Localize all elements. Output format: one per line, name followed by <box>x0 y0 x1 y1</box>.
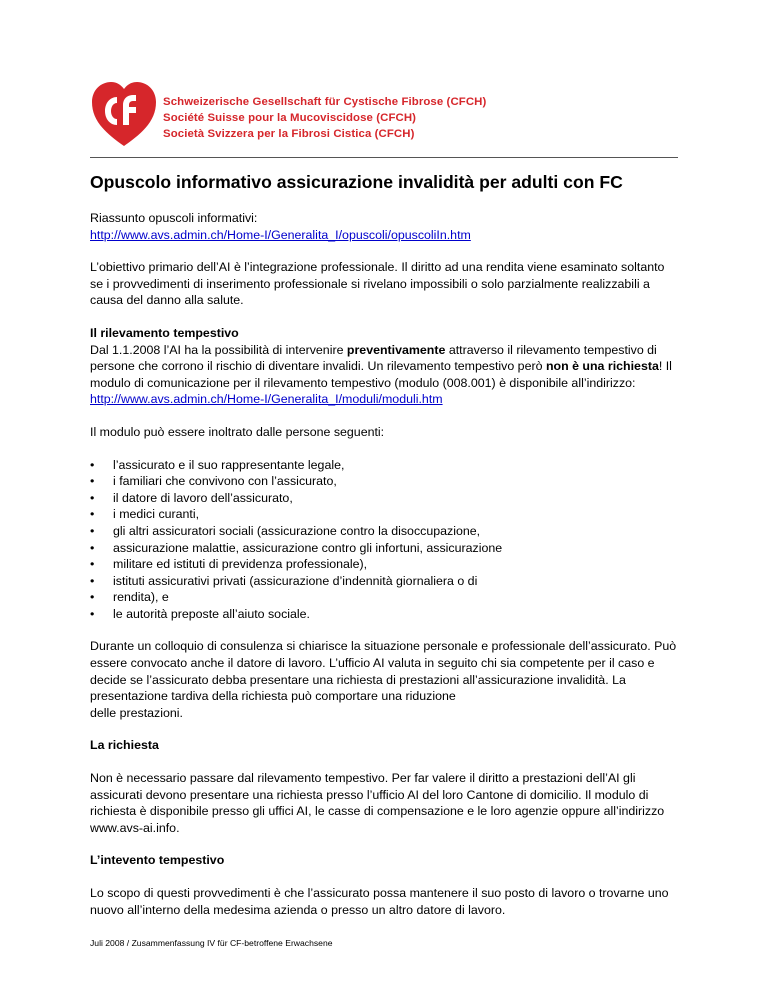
list-item: • i familiari che convivono con l’assicurato, <box>90 473 680 490</box>
persons-list <box>90 457 680 623</box>
summary-label: Riassunto opuscoli informativi: <box>90 211 258 225</box>
org-name-de: Schweizerische Gesellschaft für Cystische Fibrose (CFCH) <box>163 96 487 108</box>
moduli-link[interactable]: http://www.avs.admin.ch/Home-I/Generalita_I/moduli/moduli.htm <box>90 392 443 407</box>
document-body <box>90 171 680 918</box>
letterhead <box>90 80 690 150</box>
section-heading-richiesta: La richiesta <box>90 738 159 753</box>
list-item: • l’assicurato e il suo rappresentante legale, <box>90 457 680 474</box>
document-title: Opuscolo informativo assicurazione invalidità per adulti con FC <box>90 172 623 192</box>
summary-link[interactable]: http://www.avs.admin.ch/Home-I/Generalita_I/opuscoli/opuscoliIn.htm <box>90 227 471 242</box>
org-name-it: Società Svizzera per la Fibrosi Cistica (CFCH) <box>163 128 415 140</box>
section-heading-intervento: L’intevento tempestivo <box>90 853 225 868</box>
list-item: • gli altri assicuratori sociali (assicurazione contro la disoccupazione, <box>90 523 680 540</box>
consultation-paragraph: Durante un colloquio di consulenza si chiarisce la situazione personale e professionale dell’assicurato. Può essere convocato anche il datore di lavoro. L’ufficio AI valuta in seguito chi sia competente per il caso e decide se l’assicurato debba presentare una richiesta di prestazioni all’assicurazione invalidità. La presentazione tardiva della richiesta può comportare una riduzione <box>90 639 677 704</box>
rilevamento-paragraph: Dal 1.1.2008 l’AI ha la possibilità di intervenire preventivamente attraverso il rilevamento tempestivo di persone che corrono il rischio di diventare invalidi. Un rilevamento tempestivo però non è una richiesta! Il modulo di comunicazione per il rilevamento tempestivo (modulo (008.001) è disponibile all’indirizzo: http://www.avs.admin.ch/Home-I/Generalita_I/moduli/moduli.htm <box>90 342 672 407</box>
list-item: • militare ed istituti di previdenza professionale), <box>90 556 680 573</box>
modulo-intro: Il modulo può essere inoltrato dalle persone seguenti: <box>90 424 385 439</box>
cfch-logo <box>90 80 158 148</box>
intro-paragraph: L’obiettivo primario dell’AI è l’integrazione professionale. Il diritto ad una rendita viene esaminato soltanto se i provvedimenti di inserimento professionale si rivelano impossibili o solo parzialmente realizzabili a causa del danno alla salute. <box>90 260 665 308</box>
list-item: • assicurazione malattie, assicurazione contro gli infortuni, assicurazione <box>90 540 680 557</box>
consultation-paragraph-tail: delle prestazioni. <box>90 705 183 720</box>
list-item: • rendita), e <box>90 589 680 606</box>
list-item: • istituti assicurativi privati (assicurazione d’indennità giornaliera o di <box>90 573 680 590</box>
section-heading-rilevamento: Il rilevamento tempestivo <box>90 325 239 340</box>
richiesta-paragraph: Non è necessario passare dal rilevamento tempestivo. Per far valere il diritto a prestazioni dell’AI gli assicurati devono presentare una richiesta presso l’ufficio AI del loro Cantone di domicilio. Il modulo di richiesta è disponibile presso gli uffici AI, le casse di compensazione e le loro agenzie oppure all’indirizzo www.avs-ai.info. <box>90 771 665 835</box>
list-item: • le autorità preposte all’aiuto sociale. <box>90 606 680 623</box>
header-divider <box>90 157 678 158</box>
org-name-fr: Société Suisse pour la Mucoviscidose (CFCH) <box>163 112 417 124</box>
list-item: • il datore di lavoro dell’assicurato, <box>90 490 680 507</box>
list-item: • i medici curanti, <box>90 506 680 523</box>
page-footer: Juli 2008 / Zusammenfassung IV für CF-betroffene Erwachsene <box>90 938 333 948</box>
intervento-paragraph: Lo scopo di questi provvedimenti è che l’assicurato possa mantenere il suo posto di lavoro o trovarne uno nuovo all’interno della medesima azienda o presso un altro datore di lavoro. <box>90 886 669 917</box>
